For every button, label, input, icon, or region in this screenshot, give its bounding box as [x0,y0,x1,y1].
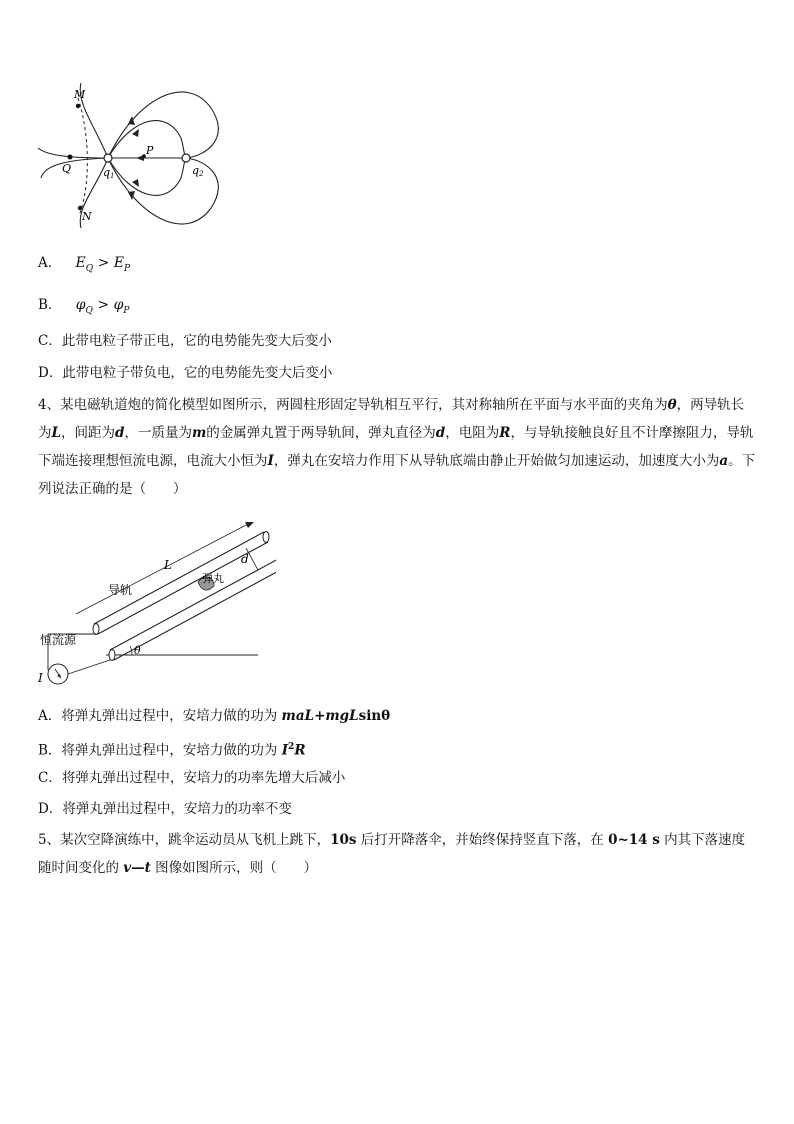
q4-option-a: A．将弹丸弹出过程中，安培力做的功为 maL+mgLsinθ [38,708,391,724]
label-L: L [164,558,172,572]
label-bullet: 弹丸 [202,572,224,585]
q3-option-b: B． $\varphi_Q > \varphi_P$ [38,297,130,316]
label-d: d [241,552,249,566]
q3-option-c: C．此带电粒子带正电，它的电势能先变大后变小 [38,333,332,349]
label-I: I [38,671,43,685]
label-q1: q1 [103,166,115,180]
label-P: P [146,144,154,157]
label-Q: Q [62,162,72,175]
q3-option-a: A． $E_Q > E_P$ [38,255,131,274]
q4-stem: 4、某电磁轨道炮的简化模型如图所示，两圆柱形固定导轨相互平行，其对称轴所在平面与水平面的夹角为θ，两导轨长为L，间距为d，一质量为m的金属弹丸置于两导轨间，弹丸直径为d，电阻为R，与导轨接触良好且不计摩擦阻力，导轨下端连接理想恒流电源，电流大小恒为I，弹丸在安培力作用下从导轨底端由静止开始做匀加速运动，加速度大小为a。下列说法正确的是（ ） [38,397,756,497]
q4-option-b: B．将弹丸弹出过程中，安培力做的功为 $I^2R$ [38,742,306,759]
label-theta: θ [134,644,141,657]
label-source: 恒流源 [40,633,77,647]
field-lines-figure [36,78,236,228]
q4-option-c: C．将弹丸弹出过程中，安培力的功率先增大后减小 [38,770,346,786]
railgun-figure [36,522,276,688]
q3-option-d: D．此带电粒子带负电，它的电势能先变大后变小 [38,365,333,381]
label-M: M [74,88,86,101]
q5-stem: 5、某次空降演练中，跳伞运动员从飞机上跳下，10s 后打开降落伞，并始终保持竖直下落，在 0~14 s 内其下落速度随时间变化的 v—t 图像如图所示，则（ ） [38,832,746,876]
label-N: N [82,210,92,223]
label-q2: q2 [192,164,204,178]
label-rail: 导轨 [108,583,133,597]
q4-option-d: D．将弹丸弹出过程中，安培力的功率不变 [38,801,292,817]
